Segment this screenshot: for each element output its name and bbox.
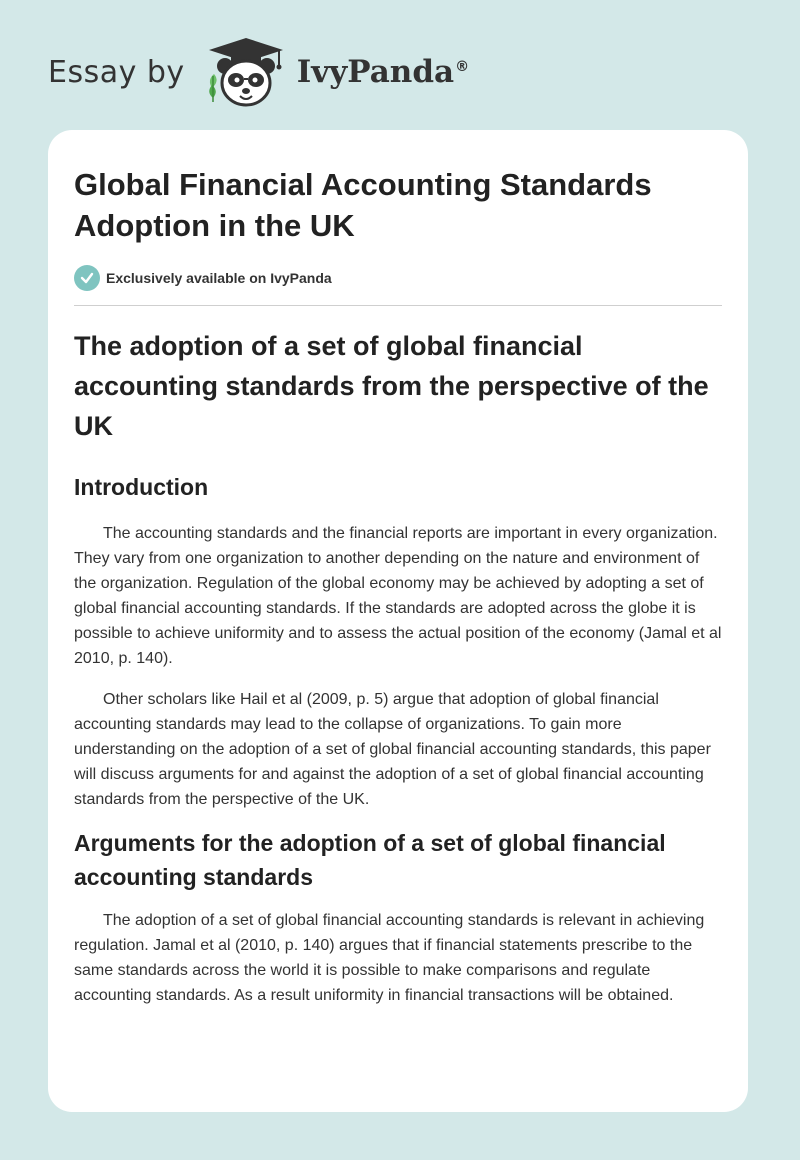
- exclusive-badge: [74, 265, 722, 291]
- check-icon: [74, 265, 100, 291]
- page-title: Global Financial Accounting Standards Adoption in the UK: [74, 167, 652, 243]
- brand-name: IvyPanda®: [296, 54, 470, 90]
- paragraph: Other scholars like Hail et al (2009, p. 5) argue that adoption of global financial accounting standards may lead to the collapse of organizations. To gain more understanding on the adoption of a set of global financial accounting standards, this paper will discuss arguments for and against the adoption of a set of global financial accounting standards from the perspective of the UK.: [74, 691, 711, 808]
- section-heading-arguments-for: Arguments for the adoption of a set of global financial accounting standards: [74, 830, 666, 890]
- divider: [74, 305, 722, 306]
- paragraph: The adoption of a set of global financial accounting standards is relevant in achieving regulation. Jamal et al (2010, p. 140) argues that if financial statements prescribe to the same standards across the world it is possible to make comparisons and regulate accounting standards. As a result uniformity in financial transactions will be obtained.: [74, 912, 705, 1004]
- brand-prefix: Essay by: [48, 54, 185, 90]
- main-heading: The adoption of a set of global financial accounting standards from the perspective of the UK: [74, 331, 709, 441]
- panda-graduate-icon: [203, 36, 289, 108]
- section-heading-introduction: Introduction: [74, 474, 209, 500]
- exclusive-label: Exclusively available on IvyPanda: [106, 270, 332, 286]
- paragraph: The accounting standards and the financial reports are important in every organization. They vary from one organization to another depending on the nature and environment of the organization. Regulation of the global economy may be achieved by adopting a set of global financial accounting standards. If the standards are adopted across the globe it is possible to achieve uniformity and to assess the actual position of the economy (Jamal et al 2010, p. 140).: [74, 525, 722, 667]
- brand-header[interactable]: [48, 36, 469, 108]
- document-card: [48, 130, 748, 1112]
